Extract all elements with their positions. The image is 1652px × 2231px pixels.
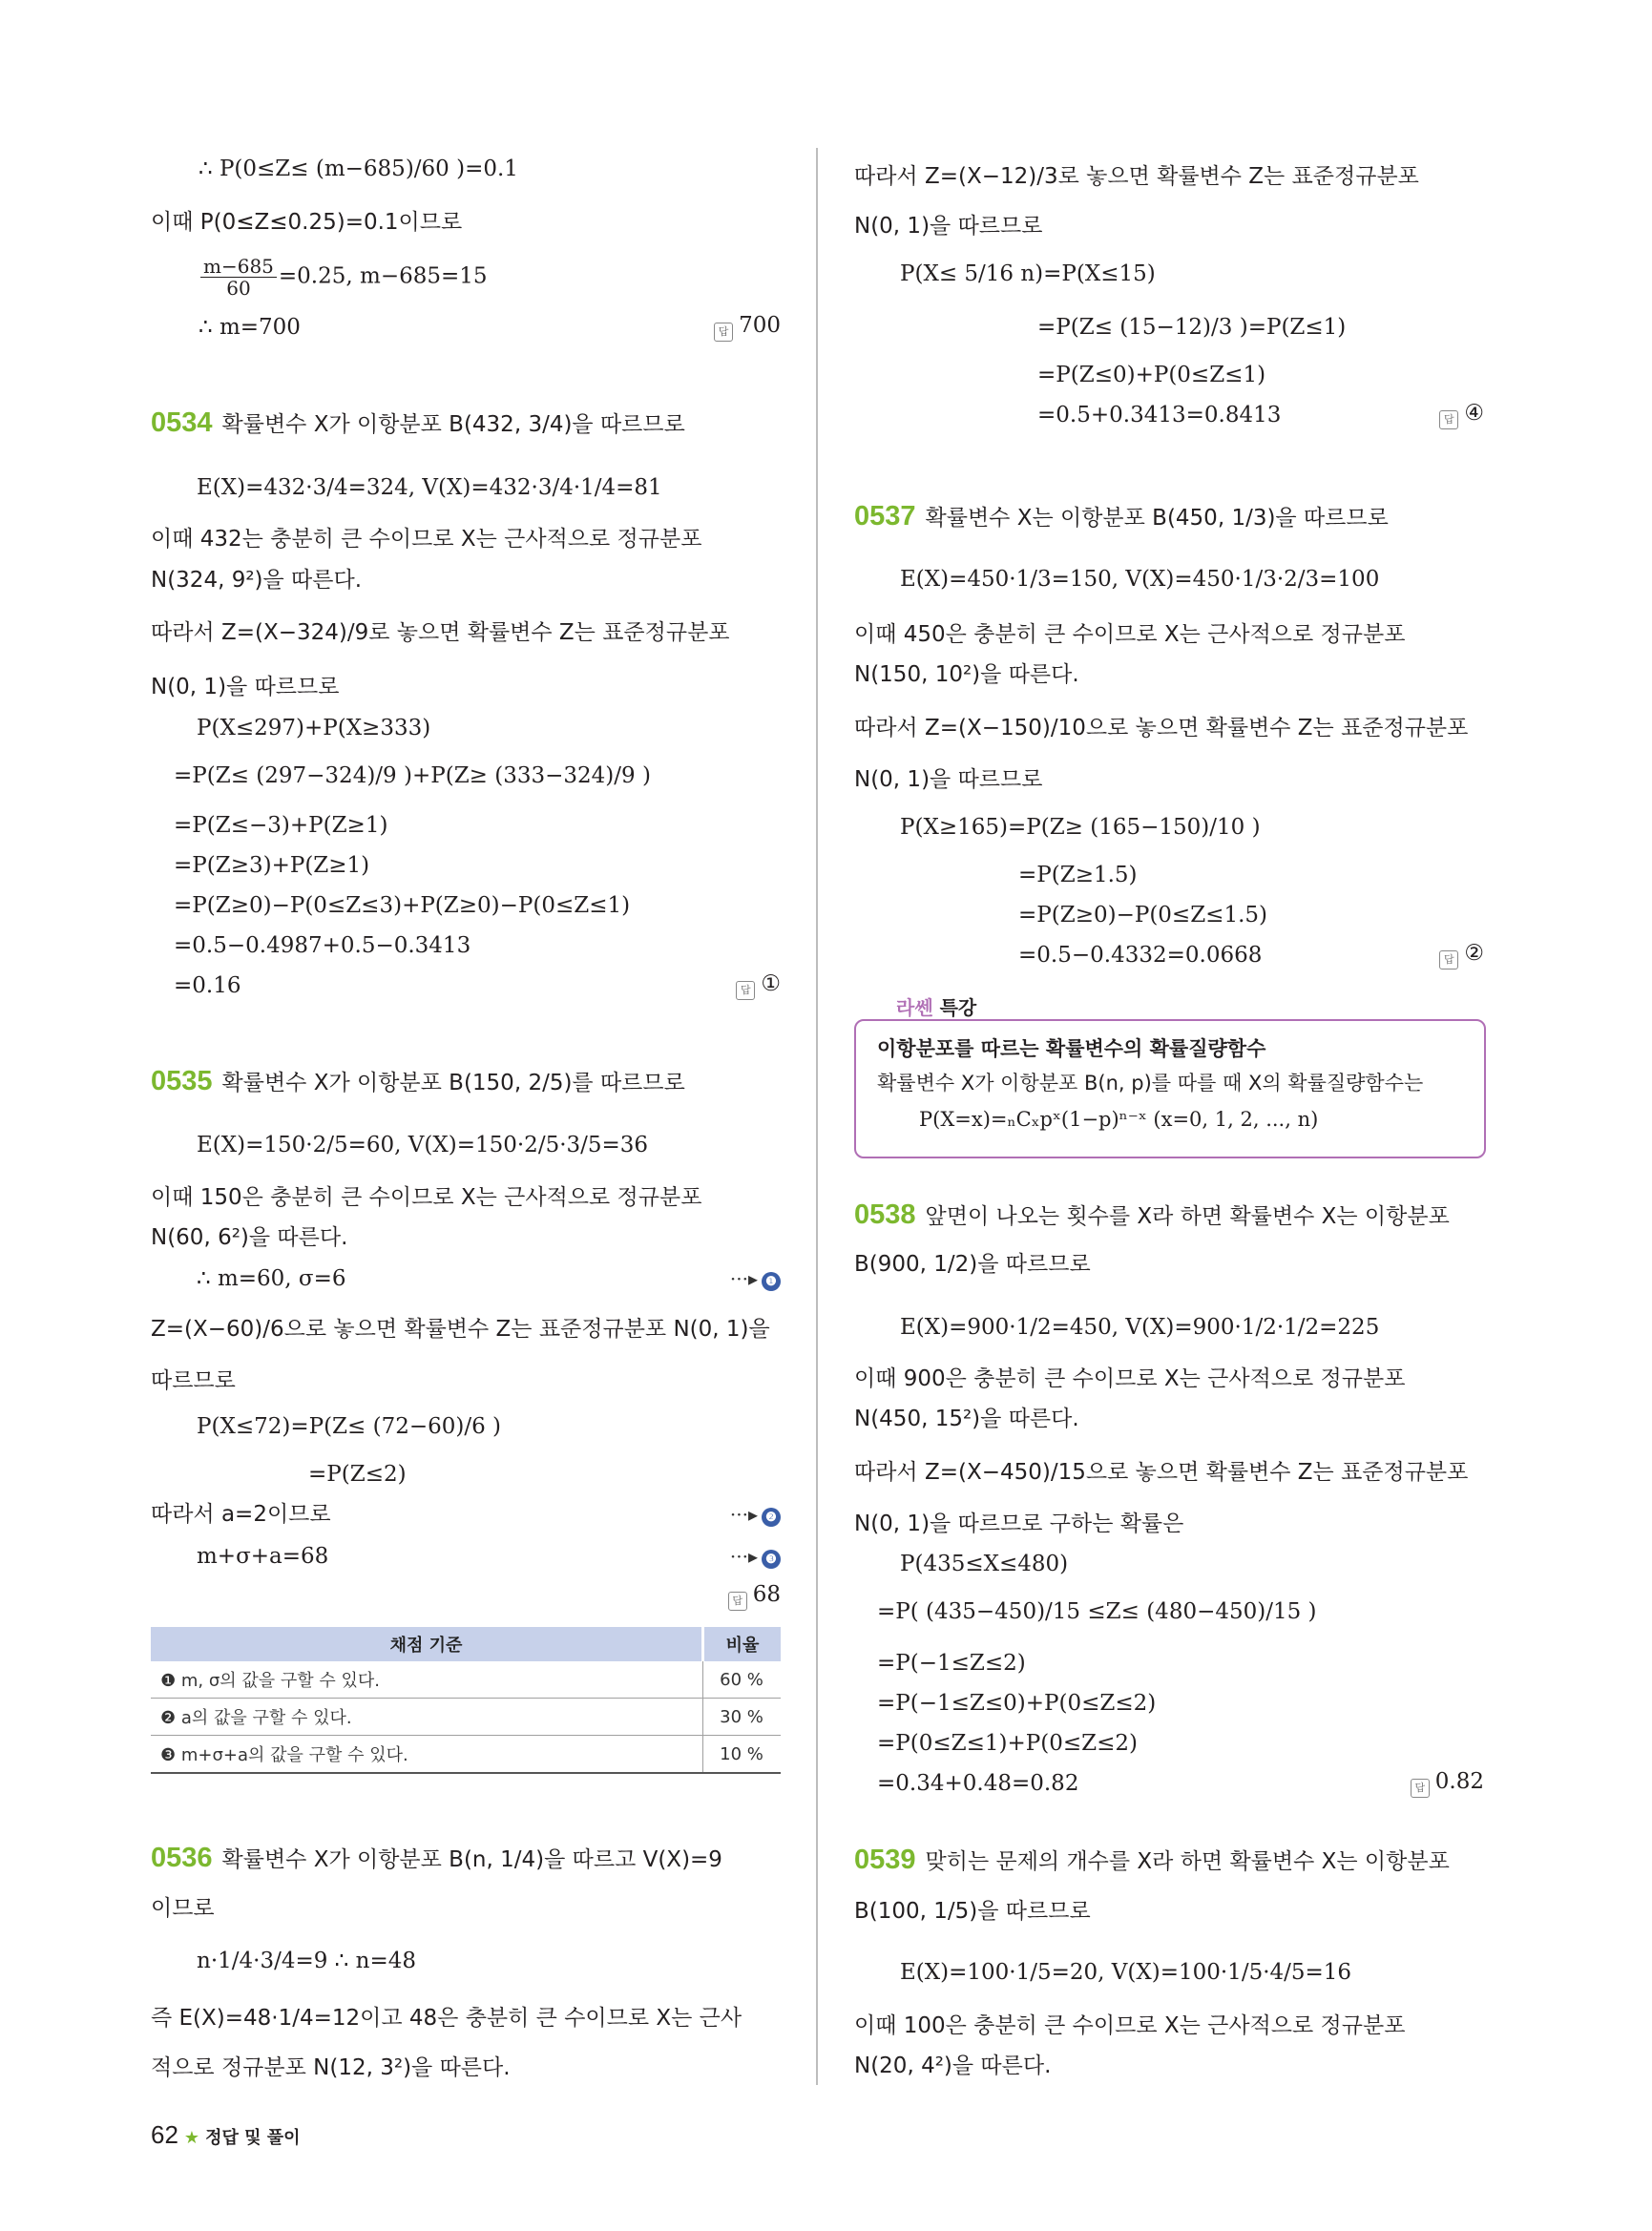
text-line: N(0, 1)을 따르므로 [854, 214, 1043, 239]
text-line: 따라서 Z=(X−450)/15으로 놓으면 확률변수 Z는 표준정규분포 [854, 1460, 1469, 1485]
text-line: 이때 100은 충분히 큰 수이므로 X는 근사적으로 정규분포 [854, 2013, 1406, 2038]
eq-line: =0.16 [174, 973, 241, 998]
answer: 답 700 [714, 313, 781, 342]
eq-line: E(X)=150·2/5=60, V(X)=150·2/5·3/5=36 [197, 1133, 649, 1157]
table-row: ❷ a의 값을 구할 수 있다. 30 % [151, 1699, 781, 1736]
eq-line: =P(Z≥1.5) [1018, 863, 1138, 887]
eq-line: $\frac{m-685}{60}$ =0.25, m−685=15 [199, 256, 488, 299]
text-line: 이때 900은 충분히 큰 수이므로 X는 근사적으로 정규분포 [854, 1366, 1406, 1391]
text-line: 즉 E(X)=48·1/4=12이고 48은 충분히 큰 수이므로 X는 근사 [151, 2006, 742, 2031]
problem-0534-header: 0534 확률변수 X가 이항분포 B(432, 3/4)을 따르므로 [151, 407, 685, 438]
answer: 답 68 [728, 1582, 781, 1611]
text-line: N(0, 1)을 따르므로 [151, 675, 340, 699]
problem-0536-header: 0536 확률변수 X가 이항분포 B(n, 1/4)을 따르고 V(X)=9 [151, 1843, 722, 1873]
eq-line: m+σ+a=68 [197, 1544, 329, 1569]
eq-line: =P(Z≥3)+P(Z≥1) [174, 853, 370, 878]
lecture-box [854, 1019, 1486, 1158]
page-number: 62 [151, 2120, 178, 2149]
eq-line: ∴ P(0≤Z≤ (m−685)/60 )=0.1 [199, 156, 518, 181]
eq-line: ∴ m=700 [199, 315, 301, 340]
text-line: 적으로 정규분포 N(12, 3²)을 따른다. [151, 2055, 511, 2080]
table-row: ❶ m, σ의 값을 구할 수 있다. 60 % [151, 1661, 781, 1699]
answer-icon: 답 [728, 1592, 747, 1611]
text-line: 이때 432는 충분히 큰 수이므로 X는 근사적으로 정규분포 [151, 527, 702, 552]
text-line: N(0, 1)을 따르므로 [854, 767, 1043, 792]
scoring-table [151, 1627, 781, 1774]
eq-line: E(X)=900·1/2=450, V(X)=900·1/2·1/2=225 [900, 1315, 1380, 1340]
problem-0539-header: 0539 맞히는 문제의 개수를 X라 하면 확률변수 X는 이항분포 [854, 1845, 1450, 1875]
eq-line: =P(Z≤ (297−324)/9 )+P(Z≥ (333−324)/9 ) [174, 763, 651, 788]
eq-line: =P(−1≤Z≤0)+P(0≤Z≤2) [877, 1691, 1157, 1716]
lecture-tag: 라쎈 특강 [896, 996, 977, 1019]
eq-line: P(X≤ 5/16 n)=P(X≤15) [900, 261, 1156, 286]
text-line: N(324, 9²)을 따른다. [151, 568, 363, 593]
eq-line: =P(0≤Z≤1)+P(0≤Z≤2) [877, 1731, 1138, 1756]
text-line: Z=(X−60)/6으로 놓으면 확률변수 Z는 표준정규분포 N(0, 1)을 [151, 1317, 770, 1342]
text-line: 따라서 Z=(X−12)/3로 놓으면 확률변수 Z는 표준정규분포 [854, 164, 1419, 189]
step-marker-2: ···▸ ❷ [730, 1503, 781, 1527]
eq-line: =P(Z≤0)+P(0≤Z≤1) [1037, 363, 1266, 387]
eq-line: =P(−1≤Z≤2) [877, 1651, 1026, 1676]
eq-line: ∴ m=60, σ=6 [197, 1266, 346, 1291]
text-line: N(450, 15²)을 따른다. [854, 1407, 1079, 1431]
eq-line: =0.34+0.48=0.82 [877, 1771, 1079, 1796]
answer-icon: 답 [1439, 410, 1458, 429]
eq-line: E(X)=450·1/3=150, V(X)=450·1/3·2/3=100 [900, 567, 1380, 592]
answer-icon: 답 [1411, 1779, 1430, 1798]
problem-0537-header: 0537 확률변수 X는 이항분포 B(450, 1/3)을 따르므로 [854, 501, 1389, 532]
text-line: 이때 150은 충분히 큰 수이므로 X는 근사적으로 정규분포 [151, 1185, 702, 1210]
eq-line: =P(Z≥0)−P(0≤Z≤3)+P(Z≥0)−P(0≤Z≤1) [174, 893, 631, 918]
text-line: 이때 450은 충분히 큰 수이므로 X는 근사적으로 정규분포 [854, 622, 1406, 647]
answer-icon: 답 [714, 323, 733, 342]
text-line: B(900, 1/2)을 따르므로 [854, 1252, 1091, 1277]
step-marker-3: ···▸ ❸ [730, 1545, 781, 1569]
eq-line: =P(Z≤ (15−12)/3 )=P(Z≤1) [1037, 315, 1347, 340]
lecture-body: 확률변수 X가 이항분포 B(n, p)를 따를 때 X의 확률질량함수는 [877, 1072, 1424, 1095]
eq-line: E(X)=100·1/5=20, V(X)=100·1/5·4/5=16 [900, 1960, 1352, 1985]
answer: 답 0.82 [1411, 1769, 1484, 1798]
table-header: 비율 [703, 1627, 782, 1661]
text-line: 이므로 [151, 1896, 215, 1921]
step-marker-1: ···▸ ❶ [730, 1267, 781, 1291]
lecture-formula: P(X=x)=ₙCₓpˣ(1−p)ⁿ⁻ˣ (x=0, 1, 2, ..., n) [919, 1108, 1319, 1131]
text-line: 따르므로 [151, 1368, 236, 1393]
eq-line: =0.5+0.3413=0.8413 [1037, 403, 1282, 427]
answer-icon: 답 [1439, 950, 1458, 970]
text-line: 따라서 Z=(X−324)/9로 놓으면 확률변수 Z는 표준정규분포 [151, 620, 730, 645]
eq-line: =P(Z≤−3)+P(Z≥1) [174, 813, 388, 838]
eq-line: =0.5−0.4987+0.5−0.3413 [174, 933, 471, 958]
fraction: $\frac{m-685}{60}$ [200, 256, 277, 299]
answer: 답 ① [736, 971, 781, 1000]
answer-icon: 답 [736, 981, 755, 1000]
text-line: N(20, 4²)을 따른다. [854, 2054, 1052, 2078]
eq-line: P(435≤X≤480) [900, 1552, 1069, 1576]
eq-line: P(X≤297)+P(X≥333) [197, 716, 431, 740]
text-line: 이때 P(0≤Z≤0.25)=0.1이므로 [151, 210, 463, 235]
table-row: ❸ m+σ+a의 값을 구할 수 있다. 10 % [151, 1736, 781, 1774]
text-line: N(60, 6²)을 따른다. [151, 1225, 348, 1250]
page-footer [151, 2120, 301, 2150]
text-line: N(0, 1)을 따르므로 구하는 확률은 [854, 1512, 1184, 1536]
eq-line: =P( (435−450)/15 ≤Z≤ (480−450)/15 ) [877, 1599, 1317, 1624]
eq-line: E(X)=432·3/4=324, V(X)=432·3/4·1/4=81 [197, 475, 662, 500]
star-icon: ★ [183, 2128, 200, 2147]
answer: 답 ② [1439, 941, 1484, 970]
text-line: N(150, 10²)을 따른다. [854, 662, 1079, 687]
eq-line: =0.5−0.4332=0.0668 [1018, 943, 1263, 968]
eq-line: P(X≥165)=P(Z≥ (165−150)/10 ) [900, 815, 1261, 840]
text-line: B(100, 1/5)을 따르므로 [854, 1899, 1091, 1924]
problem-0535-header: 0535 확률변수 X가 이항분포 B(150, 2/5)를 따르므로 [151, 1066, 685, 1096]
problem-0538-header: 0538 앞면이 나오는 횟수를 X라 하면 확률변수 X는 이항분포 [854, 1199, 1450, 1230]
eq-line: =P(Z≤2) [308, 1462, 407, 1487]
footer-label: 정답 및 풀이 [205, 2128, 301, 2148]
text-line: 따라서 a=2이므로 [151, 1502, 331, 1527]
text-line: 따라서 Z=(X−150)/10으로 놓으면 확률변수 Z는 표준정규분포 [854, 716, 1469, 740]
answer: 답 ④ [1439, 401, 1484, 429]
column-divider [816, 148, 818, 2085]
eq-line: n·1/4·3/4=9 ∴ n=48 [197, 1949, 416, 1973]
table-header: 채점 기준 [151, 1627, 703, 1661]
lecture-title: 이항분포를 따르는 확률변수의 확률질량함수 [877, 1037, 1266, 1060]
eq-line: =P(Z≥0)−P(0≤Z≤1.5) [1018, 903, 1268, 928]
eq-line: P(X≤72)=P(Z≤ (72−60)/6 ) [197, 1414, 502, 1439]
